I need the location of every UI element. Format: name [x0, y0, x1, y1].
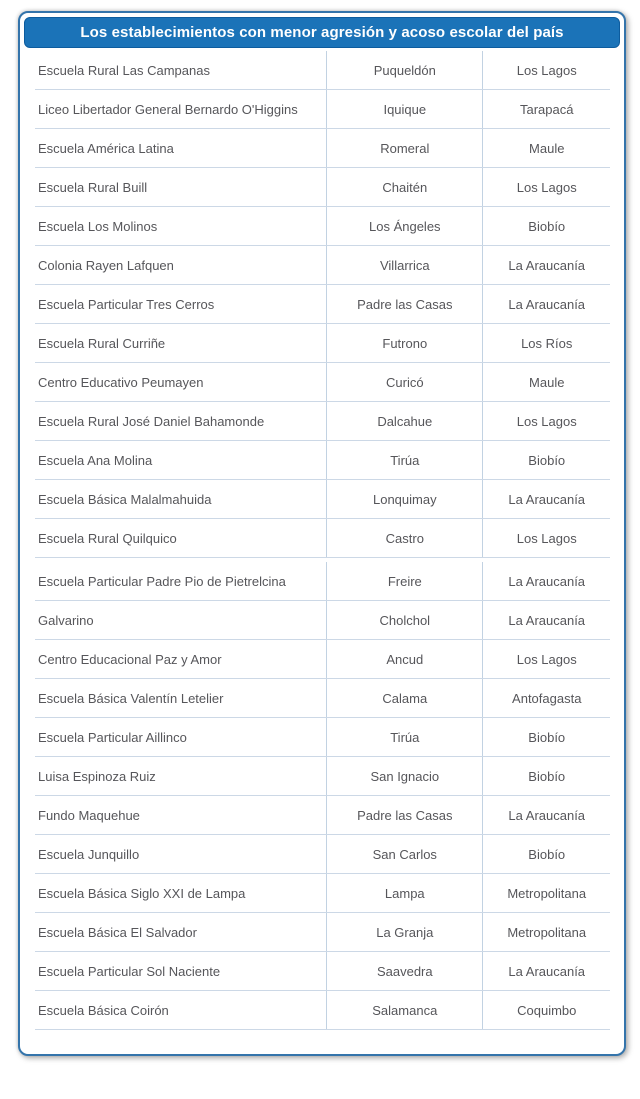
table-row: [35, 402, 610, 441]
commune-cell: Romeral: [327, 129, 483, 167]
commune-cell: Futrono: [327, 324, 483, 362]
school-name-cell: Escuela Rural José Daniel Bahamonde: [35, 402, 327, 440]
school-name-cell: Centro Educacional Paz y Amor: [35, 640, 327, 678]
commune-cell: Lampa: [327, 874, 483, 912]
school-name-cell: Escuela Particular Aillinco: [35, 718, 327, 756]
table-row: [35, 441, 610, 480]
region-cell: Biobío: [528, 768, 566, 784]
region-cell: Los Lagos: [516, 651, 577, 667]
commune-cell: Cholchol: [327, 601, 483, 639]
region-cell: Biobío: [528, 729, 566, 745]
table-row: [35, 640, 610, 679]
region-cell: Maule: [529, 374, 565, 390]
table-row: [35, 679, 610, 718]
school-name-cell: Escuela Rural Las Campanas: [35, 51, 327, 89]
region-cell: La Araucanía: [508, 612, 586, 628]
table-row: [35, 168, 610, 207]
school-name-cell: Luisa Espinoza Ruiz: [35, 757, 327, 795]
school-ranking-table: [35, 51, 610, 1030]
school-name-cell: Escuela Particular Sol Naciente: [35, 952, 327, 990]
table-row: [35, 796, 610, 835]
school-name-cell: Escuela Básica El Salvador: [35, 913, 327, 951]
ranking-table-card: [18, 11, 626, 1056]
school-name-cell: Colonia Rayen Lafquen: [35, 246, 327, 284]
region-cell: Los Lagos: [516, 179, 577, 195]
commune-cell: Lonquimay: [327, 480, 483, 518]
school-name-cell: Escuela Básica Malalmahuida: [35, 480, 327, 518]
table-row: [35, 562, 610, 601]
commune-cell: Padre las Casas: [327, 285, 483, 323]
region-cell: Maule: [529, 140, 565, 156]
commune-cell: Chaitén: [327, 168, 483, 206]
region-cell: Antofagasta: [512, 690, 582, 706]
commune-cell: Puqueldón: [327, 51, 483, 89]
table-row: [35, 51, 610, 90]
table-title: Los establecimientos con menor agresión y acoso escolar del país: [24, 17, 620, 48]
table-row: [35, 874, 610, 913]
table-row: [35, 718, 610, 757]
commune-cell: Castro: [327, 519, 483, 557]
commune-cell: Ancud: [327, 640, 483, 678]
table-row: [35, 519, 610, 558]
commune-cell: Padre las Casas: [327, 796, 483, 834]
region-cell: Metropolitana: [507, 885, 587, 901]
region-cell: Los Lagos: [516, 62, 577, 78]
region-cell: Coquimbo: [517, 1002, 577, 1018]
table-row: [35, 207, 610, 246]
school-name-cell: Escuela Los Molinos: [35, 207, 327, 245]
school-name-cell: Galvarino: [35, 601, 327, 639]
table-row: [35, 913, 610, 952]
commune-cell: Iquique: [327, 90, 483, 128]
school-name-cell: Escuela Rural Quilquico: [35, 519, 327, 557]
commune-cell: San Ignacio: [327, 757, 483, 795]
table-row: [35, 246, 610, 285]
table-row: [35, 601, 610, 640]
school-name-cell: Fundo Maquehue: [35, 796, 327, 834]
commune-cell: Saavedra: [327, 952, 483, 990]
region-cell: Biobío: [528, 846, 566, 862]
region-cell: Biobío: [528, 218, 566, 234]
region-cell: La Araucanía: [508, 807, 586, 823]
table-row: [35, 991, 610, 1030]
region-cell: La Araucanía: [508, 573, 586, 589]
table-row: [35, 285, 610, 324]
commune-cell: Curicó: [327, 363, 483, 401]
school-name-cell: Escuela América Latina: [35, 129, 327, 167]
school-name-cell: Escuela Particular Tres Cerros: [35, 285, 327, 323]
school-name-cell: Escuela Rural Curriñe: [35, 324, 327, 362]
table-row: [35, 324, 610, 363]
commune-cell: La Granja: [327, 913, 483, 951]
commune-cell: Freire: [327, 562, 483, 600]
region-cell: La Araucanía: [508, 296, 586, 312]
school-name-cell: Escuela Ana Molina: [35, 441, 327, 479]
region-cell: Los Ríos: [521, 335, 573, 351]
region-cell: Metropolitana: [507, 924, 587, 940]
table-row: [35, 757, 610, 796]
commune-cell: Calama: [327, 679, 483, 717]
table-section-2: [35, 562, 610, 1030]
table-row: [35, 90, 610, 129]
commune-cell: Salamanca: [327, 991, 483, 1029]
table-row: [35, 129, 610, 168]
school-name-cell: Centro Educativo Peumayen: [35, 363, 327, 401]
table-row: [35, 952, 610, 991]
school-name-cell: Escuela Particular Padre Pio de Pietrelcina: [35, 562, 327, 600]
school-name-cell: Escuela Básica Coirón: [35, 991, 327, 1029]
commune-cell: Villarrica: [327, 246, 483, 284]
region-cell: Tarapacá: [520, 101, 574, 117]
table-row: [35, 363, 610, 402]
table-row: [35, 480, 610, 519]
school-name-cell: Escuela Básica Siglo XXI de Lampa: [35, 874, 327, 912]
school-name-cell: Escuela Básica Valentín Letelier: [35, 679, 327, 717]
school-name-cell: Escuela Junquillo: [35, 835, 327, 873]
commune-cell: Dalcahue: [327, 402, 483, 440]
commune-cell: Los Ángeles: [327, 207, 483, 245]
commune-cell: Tirúa: [327, 718, 483, 756]
table-section-1: [35, 51, 610, 558]
table-row: [35, 835, 610, 874]
commune-cell: San Carlos: [327, 835, 483, 873]
region-cell: Los Lagos: [516, 413, 577, 429]
region-cell: Biobío: [528, 452, 566, 468]
region-cell: La Araucanía: [508, 257, 586, 273]
school-name-cell: Liceo Libertador General Bernardo O'Higgins: [35, 90, 327, 128]
region-cell: Los Lagos: [516, 530, 577, 546]
region-cell: La Araucanía: [508, 963, 586, 979]
commune-cell: Tirúa: [327, 441, 483, 479]
school-name-cell: Escuela Rural Buill: [35, 168, 327, 206]
region-cell: La Araucanía: [508, 491, 586, 507]
